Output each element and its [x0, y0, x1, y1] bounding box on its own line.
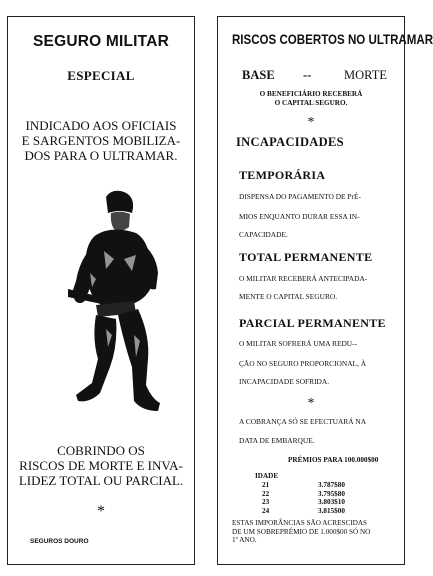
footnote-line: DE UM SOBREPRÉMIO DE 1.000$00 SÓ NO — [232, 527, 371, 536]
base-label: BASE — [242, 68, 275, 82]
incapacity-heading: INCAPACIDADES — [236, 135, 344, 149]
partial-line: INCAPACIDADE SOFRIDA. — [239, 377, 330, 386]
temporary-heading: TEMPORÁRIA — [239, 168, 326, 182]
collection-line: DATA DE EMBARQUE. — [239, 436, 315, 445]
premium-cell: 3.815$00 — [318, 506, 345, 515]
left-coverage — [8, 443, 194, 488]
total-line: O MILITAR RECEBERÁ ANTECIPADA- — [239, 274, 368, 283]
left-title: SEGURO MILITAR — [33, 33, 169, 50]
total-line: MENTE O CAPITAL SEGURO. — [239, 292, 338, 301]
age-cell: 23 — [262, 498, 270, 506]
premium-cell: 3.803$10 — [318, 498, 345, 506]
base-dash: -- — [303, 68, 312, 82]
collection-line: A COBRANÇA SÓ SE EFECTUARÁ NA — [239, 417, 367, 426]
footnote-line: 1º ANO. — [232, 536, 257, 544]
temporary-line: CAPACIDADE. — [239, 230, 288, 239]
total-heading: TOTAL PERMANENTE — [239, 250, 373, 264]
coverage-line: COBRINDO OS — [57, 443, 145, 458]
table-row — [262, 490, 372, 499]
temporary-line: MIOS ENQUANTO DURAR ESSA IN- — [239, 212, 360, 221]
right-title: RISCOS COBERTOS NO ULTRAMAR — [231, 32, 433, 47]
star-ornament: * — [307, 115, 315, 130]
description-line: DOS PARA O ULTRAMAR. — [24, 148, 178, 163]
soldier-illustration — [66, 189, 162, 415]
premium-cell: 3.787$80 — [318, 481, 345, 489]
star-ornament: * — [97, 503, 105, 520]
premiums-heading: PRÉMIOS PARA 100.000$00 — [288, 456, 379, 464]
description-line: INDICADO AOS OFICIAIS — [25, 118, 177, 133]
brand-name: SEGUROS DOURO — [30, 538, 89, 545]
partial-line: ÇÃO NO SEGURO PROPORCIONAL, À — [239, 359, 367, 368]
base-value: MORTE — [344, 68, 387, 82]
note-line: O CAPITAL SEGURO. — [274, 99, 348, 107]
age-cell: 21 — [262, 481, 270, 489]
beneficiary-note — [218, 90, 404, 108]
footnote — [232, 519, 397, 545]
partial-line: O MILITAR SOFRERÁ UMA REDU-- — [239, 339, 358, 348]
left-subtitle: ESPECIAL — [67, 68, 135, 83]
left-description — [8, 118, 194, 163]
coverage-line: LIDEZ TOTAL OU PARCIAL. — [18, 473, 184, 488]
table-row — [262, 481, 372, 490]
partial-heading: PARCIAL PERMANENTE — [239, 316, 386, 330]
age-cell: 22 — [262, 489, 270, 498]
temporary-line: DISPENSA DO PAGAMENTO DE PrÉ- — [239, 192, 361, 201]
table-row — [262, 507, 372, 516]
star-ornament: * — [307, 396, 315, 411]
right-panel — [217, 16, 433, 565]
left-panel — [7, 16, 195, 565]
age-cell: 24 — [262, 506, 270, 515]
description-line: E SARGENTOS MOBILIZA- — [21, 133, 181, 148]
premiums-table — [262, 481, 372, 515]
coverage-line: RISCOS DE MORTE E INVA- — [19, 458, 183, 473]
premium-cell: 3.795$80 — [318, 489, 345, 498]
footnote-line: ESTAS IMPORÂNCIAS SÃO ACRESCIDAS — [232, 519, 368, 527]
note-line: O BENEFICIÁRIO RECEBERÁ — [259, 90, 363, 98]
table-row — [262, 498, 372, 507]
age-label: IDADE — [255, 472, 279, 480]
